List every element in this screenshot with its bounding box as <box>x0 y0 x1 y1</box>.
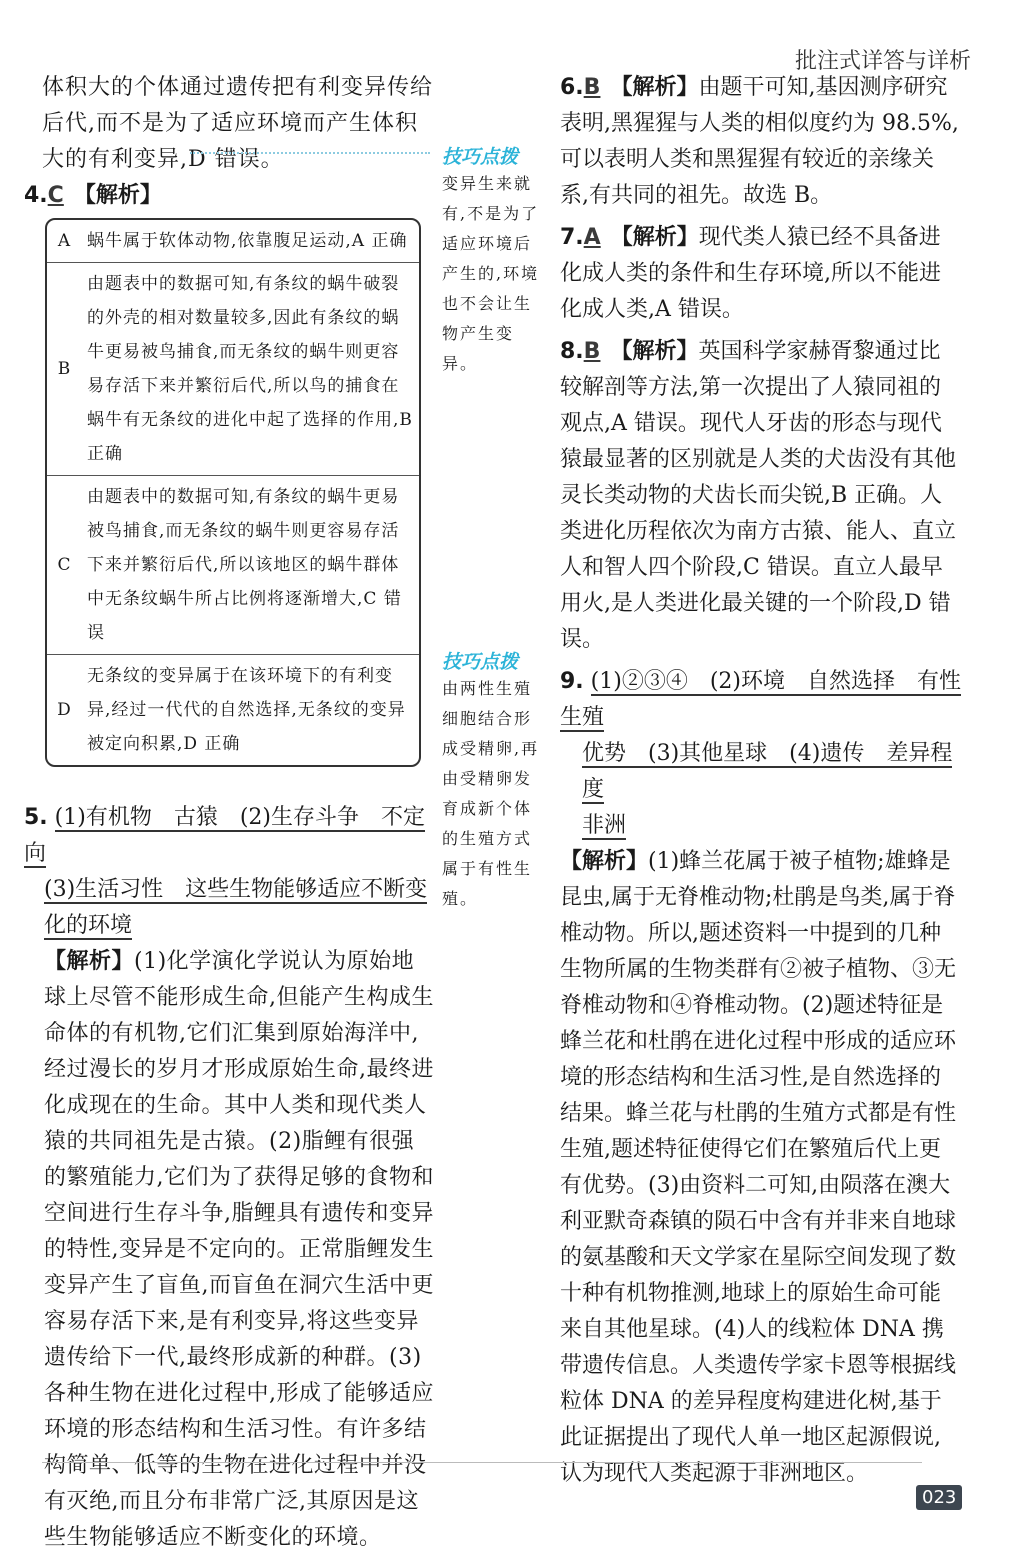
tip-text: 由两性生殖细胞结合形成受精卵,再由受精卵发育成新个体的生殖方式属于有性生殖。 <box>442 679 540 908</box>
page-header: 批注式详答与详析 <box>794 49 971 74</box>
q6-number: 6. <box>560 75 584 100</box>
q8-analysis-label: 【解析】 <box>610 339 699 364</box>
tip-title: 技巧点拨 <box>442 146 519 168</box>
q5-number: 5. <box>24 805 48 830</box>
q8-number: 8. <box>560 339 584 364</box>
table-row <box>47 263 419 476</box>
q3-continuation: 体积大的个体通过遗传把有利变异传给后代,而不是为了适应环境而产生体积大的有利变异,D 错误。 <box>42 75 434 172</box>
option-letter: B <box>57 359 71 379</box>
tip-text: 变异生来就有,不是为了适应环境后产生的,环境也不会让生物产生变异。 <box>442 174 540 373</box>
q5-analysis-text: (1)化学演化学说认为原始地球上尽管不能形成生命,但能产生构成生命体的有机物,它们汇集到原始海洋中,经过漫长的岁月才形成原始生命,最终进化成现在的生命。其中人类和现代类人猿的共同祖先是古猿。(2)脂鲤有很强的繁殖能力,它们为了获得足够的食物和空间进行生存斗争,脂鲤具有遗传和变异的特性,变异是不定向的。正常脂鲤发生变异产生了盲鱼,而盲鱼在洞穴生活中更容易存活下来,是有利变异,将这些变异遗传给下一代,最终形成新的种群。(3)各种生物在进化过程中,形成了能够适应环境的形态结构和生活习性。有许多结构简单、低等的生物在进化过程中并没有灭绝,而且分布非常广泛,其原因是这些生物能够适应不断变化的环境。 <box>44 949 434 1550</box>
q8-block <box>560 334 962 658</box>
option-text: 无条纹的变异属于在该环境下的有利变异,经过一代代的自然选择,无条纹的变异被定向积累,D 正确 <box>87 666 406 754</box>
q7-number: 7. <box>560 225 584 250</box>
q9-analysis-text: (1)蜂兰花属于被子植物;雄蜂是昆虫,属于无脊椎动物;杜鹃是鸟类,属于脊椎动物。所以,题述资料一中提到的几种生物所属的生物类群有②被子植物、③无脊椎动物和④脊椎动物。(2)题述特征是蜂兰花和杜鹃在进化过程中形成的适应环境的形态结构和生活习性,是自然选择的结果。蜂兰花与杜鹃的生殖方式都是有性生殖,题述特征使得它们在繁殖后代上更有优势。(3)由资料二可知,由陨落在澳大利亚默奇森镇的陨石中含有并非来自地球的氨基酸和天文学家在星际空间发现了数十种有机物推测,地球上的原始生命可能来自其他星球。(4)人的线粒体 DNA 携带遗传信息。人类遗传学家卡恩等根据线粒体 DNA 的差异程度构建进化树,基于此证据提出了现代人单一地区起源假说,认为现代人类起源于非洲地区。 <box>560 849 957 1486</box>
q7-answer: A <box>583 225 601 250</box>
option-text: 由题表中的数据可知,有条纹的蜗牛更易被鸟捕食,而无条纹的蜗牛则更容易存活下来并繁衍后代,所以该地区的蜗牛群体中无条纹蜗牛所占比例将逐渐增大,C 错误 <box>87 487 402 643</box>
q7-analysis-label: 【解析】 <box>610 225 699 250</box>
option-text: 蜗牛属于软体动物,依靠腹足运动,A 正确 <box>87 231 408 251</box>
q5-analysis <box>24 944 434 1556</box>
q6-analysis-label: 【解析】 <box>610 75 699 100</box>
q4-analysis-label: 【解析】 <box>73 183 162 208</box>
table-row <box>47 476 419 655</box>
right-column <box>560 70 962 1492</box>
option-letter: C <box>57 555 71 575</box>
table-row <box>47 220 419 263</box>
q9-number: 9. <box>560 669 584 694</box>
q9-answer-line-3 <box>560 808 962 844</box>
q9-answer-text-1: (1)②③④ (2)环境 自然选择 有性生殖 <box>560 669 961 730</box>
q4-option-table <box>45 218 421 767</box>
q5-analysis-label: 【解析】 <box>44 949 135 974</box>
q7-analysis-text: 现代类人猿已经不具备进化成人类的条件和生存环境,所以不能进化成人类,A 错误。 <box>560 225 941 322</box>
tip-box-2 <box>442 647 547 914</box>
q6-answer: B <box>583 75 601 100</box>
tip-leader-line <box>190 152 430 154</box>
page-number: 023 <box>916 1485 962 1510</box>
q9-answer-text-3: 非洲 <box>582 813 627 838</box>
q4-header <box>24 178 162 214</box>
q5-answer-text-2: (3)生活习性 这些生物能够适应不断变化的环境 <box>44 877 428 938</box>
tip-box-1 <box>442 142 547 379</box>
q4-number: 4. <box>24 183 48 208</box>
q9-answer-line-1 <box>560 664 962 736</box>
q9-analysis-label: 【解析】 <box>560 849 649 874</box>
q8-analysis-text: 英国科学家赫胥黎通过比较解剖等方法,第一次提出了人猿同祖的观点,A 错误。现代人牙齿的形态与现代猿最显著的区别就是人类的犬齿没有其他灵长类动物的犬齿长而尖锐,B 正确。人类进化历程依次为南方古猿、能人、直立人和智人四个阶段,C 错误。直立人最早用火,是人类进化最关键的一个阶段,D 错误。 <box>560 339 957 652</box>
q7-block <box>560 220 962 328</box>
q9-answer-text-2: 优势 (3)其他星球 (4)遗传 差异程度 <box>582 741 953 802</box>
q5-answer-line-2 <box>24 872 434 944</box>
footer-divider <box>42 1462 922 1463</box>
q6-block <box>560 70 962 214</box>
table-row <box>47 655 419 765</box>
q9-analysis <box>560 844 962 1492</box>
left-column <box>42 70 434 178</box>
option-letter: D <box>57 700 71 720</box>
option-text: 由题表中的数据可知,有条纹的蜗牛破裂的外壳的相对数量较多,因此有条纹的蜗牛更易被鸟捕食,而无条纹的蜗牛则更容易存活下来并繁衍后代,所以鸟的捕食在蜗牛有无条纹的进化中起了选择的作用,B 正确 <box>87 274 413 464</box>
q5-answer-line-1 <box>24 800 434 872</box>
tip-title: 技巧点拨 <box>442 651 519 673</box>
q5-block <box>24 800 434 1556</box>
q8-answer: B <box>583 339 601 364</box>
q9-answer-line-2 <box>560 736 962 808</box>
option-letter: A <box>57 231 71 251</box>
q5-answer-text-1: (1)有机物 古猿 (2)生存斗争 不定向 <box>24 805 425 866</box>
q4-answer: C <box>47 183 64 208</box>
q6-analysis-text: 由题干可知,基因测序研究表明,黑猩猩与人类的相似度约为 98.5%,可以表明人类和黑猩猩有较近的亲缘关系,有共同的祖先。故选 B。 <box>560 75 959 208</box>
